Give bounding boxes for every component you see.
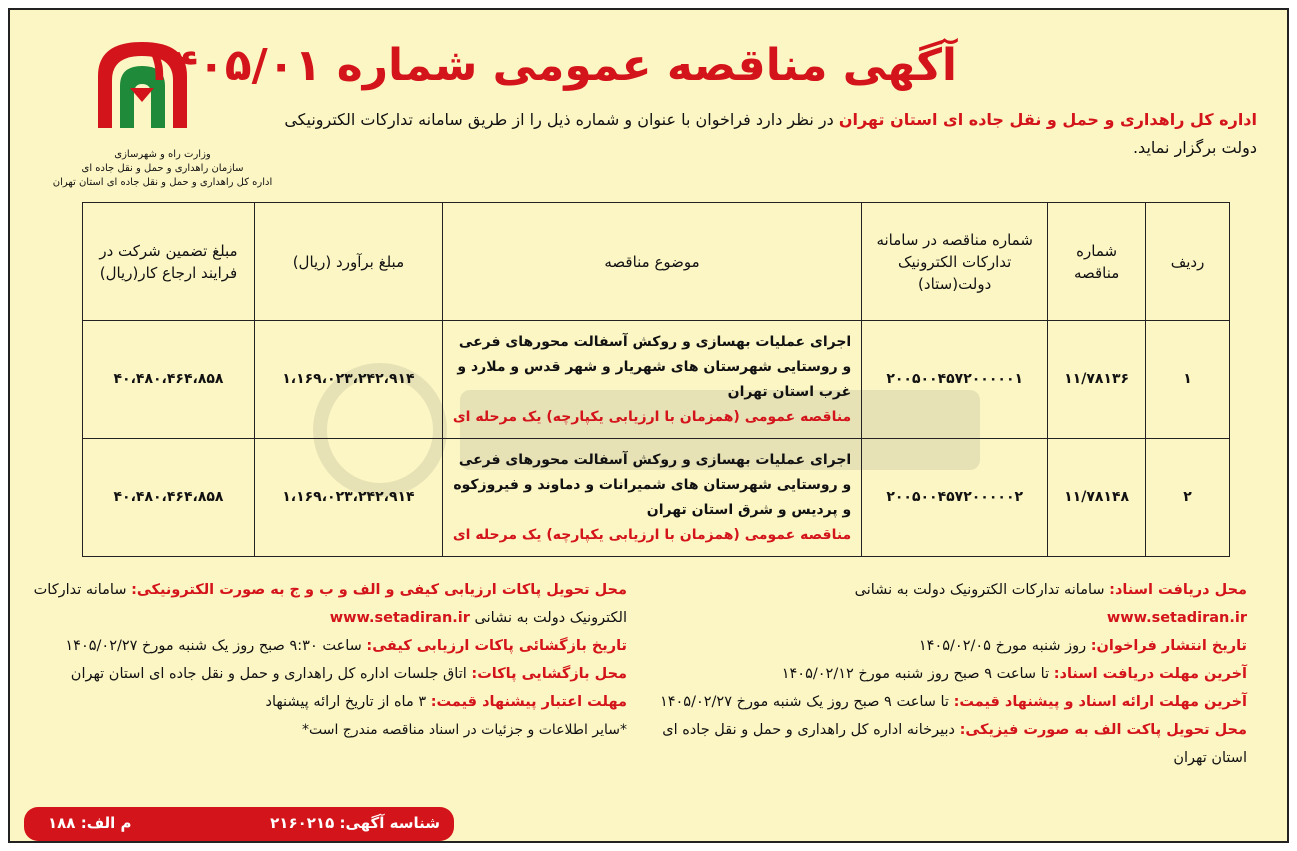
intro-text: در نظر دارد فراخوان با عنوان و شماره ذیل را از طریق سامانه تدارکات الکترونیکی دولت برگزار نماید. <box>284 110 1257 157</box>
electronic-delivery <box>17 576 627 632</box>
additional-note: *سایر اطلاعات و جزئیات در اسناد مناقصه مندرج است* <box>301 722 627 738</box>
organization-name: سازمان راهداری و حمل و نقل جاده ای <box>81 163 244 174</box>
header-setad-number: شماره مناقصه در سامانه تدارکات الکترونیک دولت(ستاد) <box>862 203 1048 321</box>
header-guarantee: مبلغ تضمین شرکت در فرایند ارجاع کار(ریال) <box>83 203 255 321</box>
header-estimate: مبلغ برآورد (ریال) <box>254 203 442 321</box>
info-column-left <box>17 576 627 744</box>
setad-link[interactable]: www.setadiran.ir <box>1106 610 1247 626</box>
submit-deadline-text: تا ساعت ۹ صبح روز یک شنبه مورخ ۱۴۰۵/۰۲/۲۷ <box>659 694 954 710</box>
quality-opening-date <box>17 632 627 660</box>
header-row-number: ردیف <box>1146 203 1230 321</box>
tender-type: مناقصه عمومی (همزمان با ارزیابی یکپارچه) یک مرحله ای <box>452 408 852 425</box>
page-title: آگهی مناقصه عمومی شماره ۱۴۰۵/۰۱ <box>144 40 957 91</box>
publish-text: روز شنبه مورخ ۱۴۰۵/۰۲/۰۵ <box>918 638 1091 654</box>
receive-documents <box>647 576 1247 632</box>
quality-opening-text: ساعت ۹:۳۰ صبح روز یک شنبه مورخ ۱۴۰۵/۰۲/۲۷ <box>65 638 367 654</box>
cell-subject <box>442 321 861 439</box>
tender-type: مناقصه عمومی (همزمان با ارزیابی یکپارچه) یک مرحله ای <box>452 526 852 543</box>
tender-notice <box>8 8 1289 843</box>
physical-label: محل تحویل پاکت الف به صورت فیزیکی: <box>959 722 1247 738</box>
subject-text: اجرای عملیات بهسازی و روکش آسفالت محورهای فرعی و روستایی شهرستان های شمیرانات و دماوند و فیروزکوه و پردیس و شرق استان تهران <box>453 451 852 518</box>
cell-tender-number: ۱۱/۷۸۱۴۸ <box>1048 439 1146 557</box>
table-row <box>83 439 1230 557</box>
footer-band <box>24 807 454 841</box>
delivery-text: سامانه تدارکات الکترونیک دولت به نشانی <box>33 582 627 626</box>
receive-deadline-label: آخرین مهلت دریافت اسناد: <box>1053 666 1247 682</box>
subject-text: اجرای عملیات بهسازی و روکش آسفالت محورهای فرعی و روستایی شهرستان های شهریار و شهر قدس و ملارد و غرب استان تهران <box>457 333 852 400</box>
header-tender-number: شماره مناقصه <box>1048 203 1146 321</box>
info-column-right <box>647 576 1247 772</box>
header-subject: موضوع مناقصه <box>442 203 861 321</box>
price-validity <box>17 688 627 716</box>
intro-organization: اداره کل راهداری و حمل و نقل جاده ای استان تهران <box>838 110 1257 129</box>
receive-deadline-text: تا ساعت ۹ صبح روز شنبه مورخ ۱۴۰۵/۰۲/۱۲ <box>781 666 1054 682</box>
receive-deadline <box>647 660 1247 688</box>
table-row <box>83 321 1230 439</box>
cell-setad-number: ۲۰۰۵۰۰۴۵۷۲۰۰۰۰۰۲ <box>862 439 1048 557</box>
ministry-name: وزارت راه و شهرسازی <box>114 149 211 160</box>
delivery-label: محل تحویل پاکات ارزیابی کیفی و الف و ب و ج به صورت الکترونیکی: <box>131 582 627 598</box>
intro-paragraph <box>267 106 1257 162</box>
cell-guarantee: ۴۰،۴۸۰،۴۶۴،۸۵۸ <box>83 321 255 439</box>
receive-text: سامانه تدارکات الکترونیک دولت به نشانی <box>854 582 1110 598</box>
ad-code: م الف: ۱۸۸ <box>48 814 132 832</box>
submit-deadline-label: آخرین مهلت ارائه اسناد و پیشنهاد قیمت: <box>953 694 1247 710</box>
physical-delivery <box>647 716 1247 772</box>
cell-subject <box>442 439 861 557</box>
receive-label: محل دریافت اسناد: <box>1109 582 1247 598</box>
validity-label: مهلت اعتبار پیشنهاد قیمت: <box>430 694 627 710</box>
cell-row-number: ۲ <box>1146 439 1230 557</box>
cell-row-number: ۱ <box>1146 321 1230 439</box>
submit-deadline <box>647 688 1247 716</box>
cell-guarantee: ۴۰،۴۸۰،۴۶۴،۸۵۸ <box>83 439 255 557</box>
publish-date <box>647 632 1247 660</box>
validity-text: ۳ ماه از تاریخ ارائه پیشنهاد <box>265 694 431 710</box>
cell-estimate: ۱،۱۶۹،۰۲۳،۲۴۲،۹۱۴ <box>254 321 442 439</box>
tender-table <box>82 202 1230 557</box>
ad-identifier: شناسه آگهی: ۲۱۶۰۲۱۵ <box>270 814 440 832</box>
opening-place <box>17 660 627 688</box>
quality-opening-label: تاریخ بازگشائی پاکات ارزیابی کیفی: <box>366 638 627 654</box>
cell-tender-number: ۱۱/۷۸۱۳۶ <box>1048 321 1146 439</box>
opening-place-label: محل بازگشایی پاکات: <box>471 666 627 682</box>
physical-text: دبیرخانه اداره کل راهداری و حمل و نقل جاده ای استان تهران <box>662 722 1247 766</box>
opening-place-text: اتاق جلسات اداره کل راهداری و حمل و نقل جاده ای استان تهران <box>70 666 472 682</box>
cell-setad-number: ۲۰۰۵۰۰۴۵۷۲۰۰۰۰۰۱ <box>862 321 1048 439</box>
table-header-row <box>83 203 1230 321</box>
setad-link[interactable]: www.setadiran.ir <box>329 610 470 626</box>
cell-estimate: ۱،۱۶۹،۰۲۳،۲۴۲،۹۱۴ <box>254 439 442 557</box>
publish-label: تاریخ انتشار فراخوان: <box>1090 638 1247 654</box>
department-name: اداره کل راهداری و حمل و نقل جاده ای استان تهران <box>52 177 273 188</box>
